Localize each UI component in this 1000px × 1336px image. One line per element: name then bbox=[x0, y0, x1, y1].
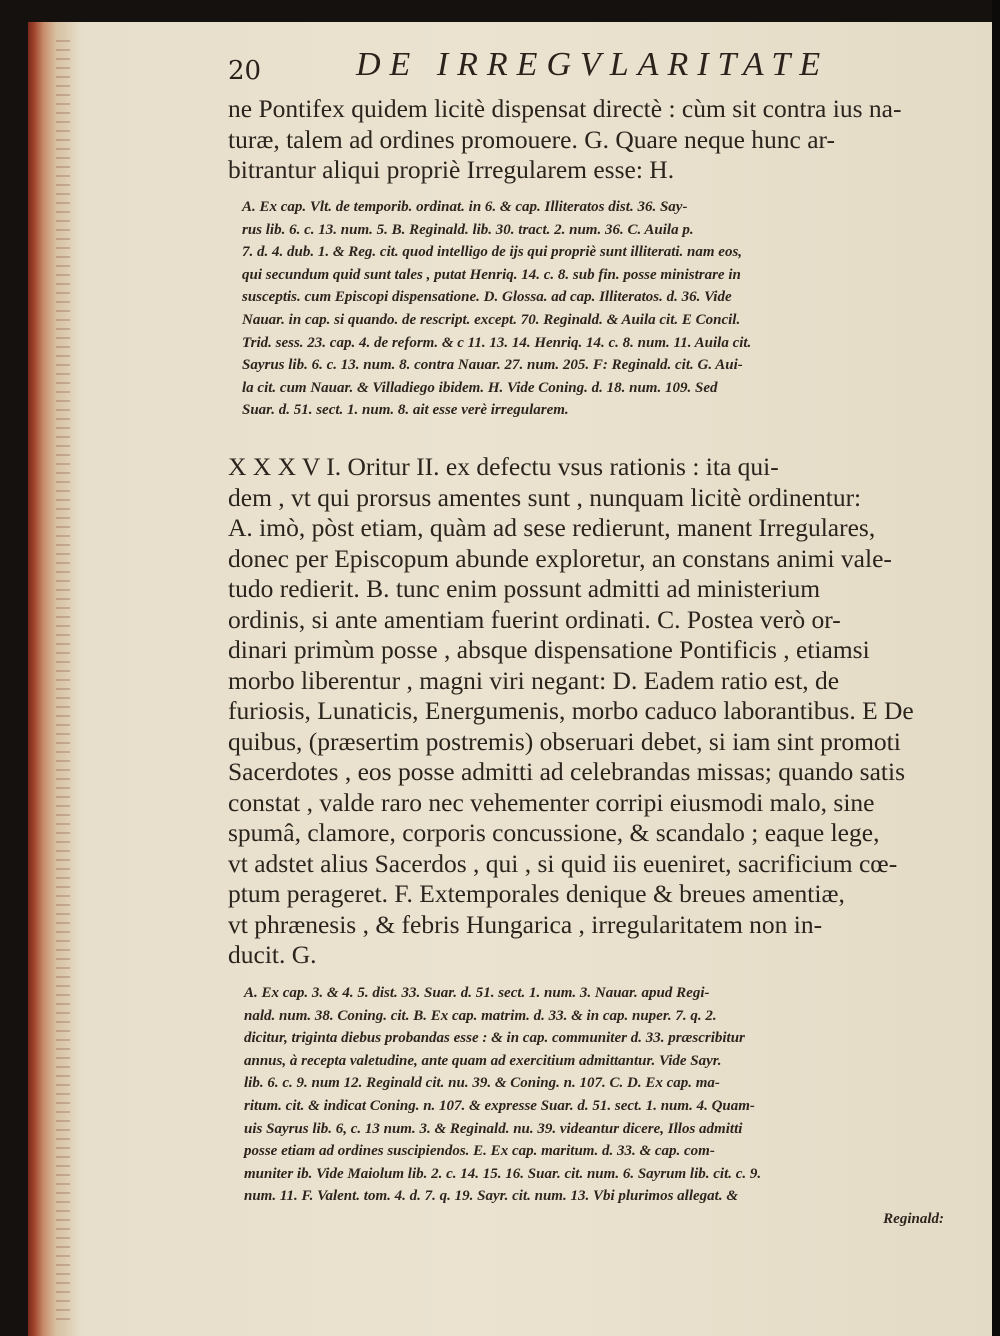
note-line: ritum. cit. & indicat Coning. n. 107. & expresse Suar. d. 51. sect. 1. num. 4. Quam- bbox=[244, 1097, 755, 1114]
page-header bbox=[228, 44, 948, 94]
note-line: nald. num. 38. Coning. cit. B. Ex cap. matrim. d. 33. & in cap. nuper. 7. q. 2. bbox=[244, 1007, 717, 1024]
text-line: spumâ, clamore, corporis concussione, & scandalo ; eaque lege, bbox=[228, 818, 880, 847]
text-line: Sacerdotes , eos posse admitti ad celebrandas missas; quando satis bbox=[228, 757, 906, 786]
note-line: Sayrus lib. 6. c. 13. num. 8. contra Nauar. 27. num. 205. F: Reginald. cit. G. Aui- bbox=[242, 357, 743, 374]
footnotes-top bbox=[242, 196, 962, 422]
note-line: posse etiam ad ordines suscipiendos. E. Ex cap. maritum. d. 33. & cap. com- bbox=[244, 1143, 715, 1160]
note-line: la cit. cum Nauar. & Villadiego ibidem. H. Vide Coning. d. 18. num. 109. Sed bbox=[242, 379, 718, 396]
note-line: 7. d. 4. dub. 1. & Reg. cit. quod intelligo de ijs qui propriè sunt illiterati. nam eos, bbox=[242, 244, 743, 261]
footnotes-bottom bbox=[244, 982, 964, 1231]
note-line: Trid. sess. 23. cap. 4. de reform. & c 11. 13. 14. Henriq. 14. c. 8. num. 11. Auila cit. bbox=[242, 334, 752, 351]
text-line: vt phrænesis , & febris Hungarica , irregularitatem non in- bbox=[228, 909, 823, 939]
text-line: quibus, (præsertim postremis) obseruari debet, si iam sint promoti bbox=[228, 726, 901, 756]
text-line: dem , vt qui prorsus amentes sunt , nunquam licitè ordinentur: bbox=[228, 482, 862, 512]
text-line: constat , valde raro nec vehementer corripi eiusmodi malo, sine bbox=[228, 787, 875, 817]
book-spine bbox=[28, 22, 80, 1336]
note-line: dicitur, triginta diebus probandas esse : & in cap. communiter d. 33. præscribitur bbox=[244, 1030, 745, 1047]
note-line: num. 11. F. Valent. tom. 4. d. 7. q. 19. Sayr. cit. num. 13. Vbi plurimos allegat. & bbox=[244, 1188, 738, 1205]
note-line: Suar. d. 51. sect. 1. num. 8. ait esse verè irregularem. bbox=[242, 402, 569, 419]
note-line: Nauar. in cap. si quando. de rescript. except. 70. Reginald. & Auila cit. E Concil. bbox=[242, 311, 741, 328]
text-line: ptum perageret. F. Extemporales denique & breues amentiæ, bbox=[228, 879, 845, 908]
text-line: donec per Episcopum abunde exploretur, an constans animi vale- bbox=[228, 543, 892, 573]
note-line: A. Ex cap. 3. & 4. 5. dist. 33. Suar. d. 51. sect. 1. num. 3. Nauar. apud Regi- bbox=[244, 985, 710, 1001]
scan-edge bbox=[992, 0, 1000, 1336]
body-text-top bbox=[228, 94, 948, 186]
running-title: DE IRREGVLARITATE bbox=[356, 46, 830, 83]
text-line: bitrantur aliqui propriè Irregularem esse: H. bbox=[228, 155, 675, 184]
text-line: ordinis, si ante amentiam fuerint ordinati. C. Postea verò or- bbox=[228, 604, 841, 634]
note-line: muniter ib. Vide Maiolum lib. 2. c. 14. 15. 16. Suar. cit. num. 6. Sayrum lib. cit. c. 9. bbox=[244, 1165, 762, 1182]
text-line: tudo redierit. B. tunc enim possunt admitti ad ministerium bbox=[228, 574, 821, 603]
text-line: morbo liberentur , magni viri negant: D. Eadem ratio est, de bbox=[228, 665, 840, 695]
text-line: ducit. G. bbox=[228, 940, 317, 969]
note-line: lib. 6. c. 9. num 12. Reginald cit. nu. 39. & Coning. n. 107. C. D. Ex cap. ma- bbox=[244, 1075, 720, 1092]
text-line: dinari primùm posse , absque dispensatione Pontificis , etiamsi bbox=[228, 635, 870, 664]
page-number: 20 bbox=[228, 56, 262, 86]
catchword: Reginald: bbox=[883, 1210, 944, 1227]
text-line: vt adstet alius Sacerdos , qui , si quid iis eueniret, sacrificium cœ- bbox=[228, 848, 898, 878]
note-line: susceptis. cum Episcopi dispensatione. D. Glossa. ad cap. Illiteratos. d. 36. Vide bbox=[242, 289, 732, 306]
text-line: X X X V I. Oritur II. ex defectu vsus rationis : ita qui- bbox=[228, 452, 779, 481]
spine-texture bbox=[56, 40, 70, 1320]
text-line: furiosis, Lunaticis, Energumenis, morbo caduco laborantibus. E De bbox=[228, 696, 914, 725]
note-line: annus, à recepta valetudine, ante quam ad exercitium admittantur. Vide Sayr. bbox=[244, 1052, 722, 1069]
text-line: turæ, talem ad ordines promouere. G. Quare neque hunc ar- bbox=[228, 124, 836, 154]
note-line: rus lib. 6. c. 13. num. 5. B. Reginald. lib. 30. tract. 2. num. 36. C. Auila p. bbox=[242, 221, 694, 238]
note-line: A. Ex cap. Vlt. de temporib. ordinat. in 6. & cap. Illiteratos dist. 36. Say- bbox=[242, 199, 688, 215]
text-line: ne Pontifex quidem licitè dispensat directè : cùm sit contra ius na- bbox=[228, 94, 902, 123]
body-text-main bbox=[228, 452, 948, 971]
note-line: qui secundum quid sunt tales , putat Henriq. 14. c. 8. sub fin. posse ministrare in bbox=[242, 266, 741, 283]
text-line: A. imò, pòst etiam, quàm ad sese redierunt, manent Irregulares, bbox=[228, 513, 876, 542]
note-line: uis Sayrus lib. 6, c. 13 num. 3. & Reginald. nu. 39. videantur dicere, Illos admitti bbox=[244, 1120, 743, 1137]
